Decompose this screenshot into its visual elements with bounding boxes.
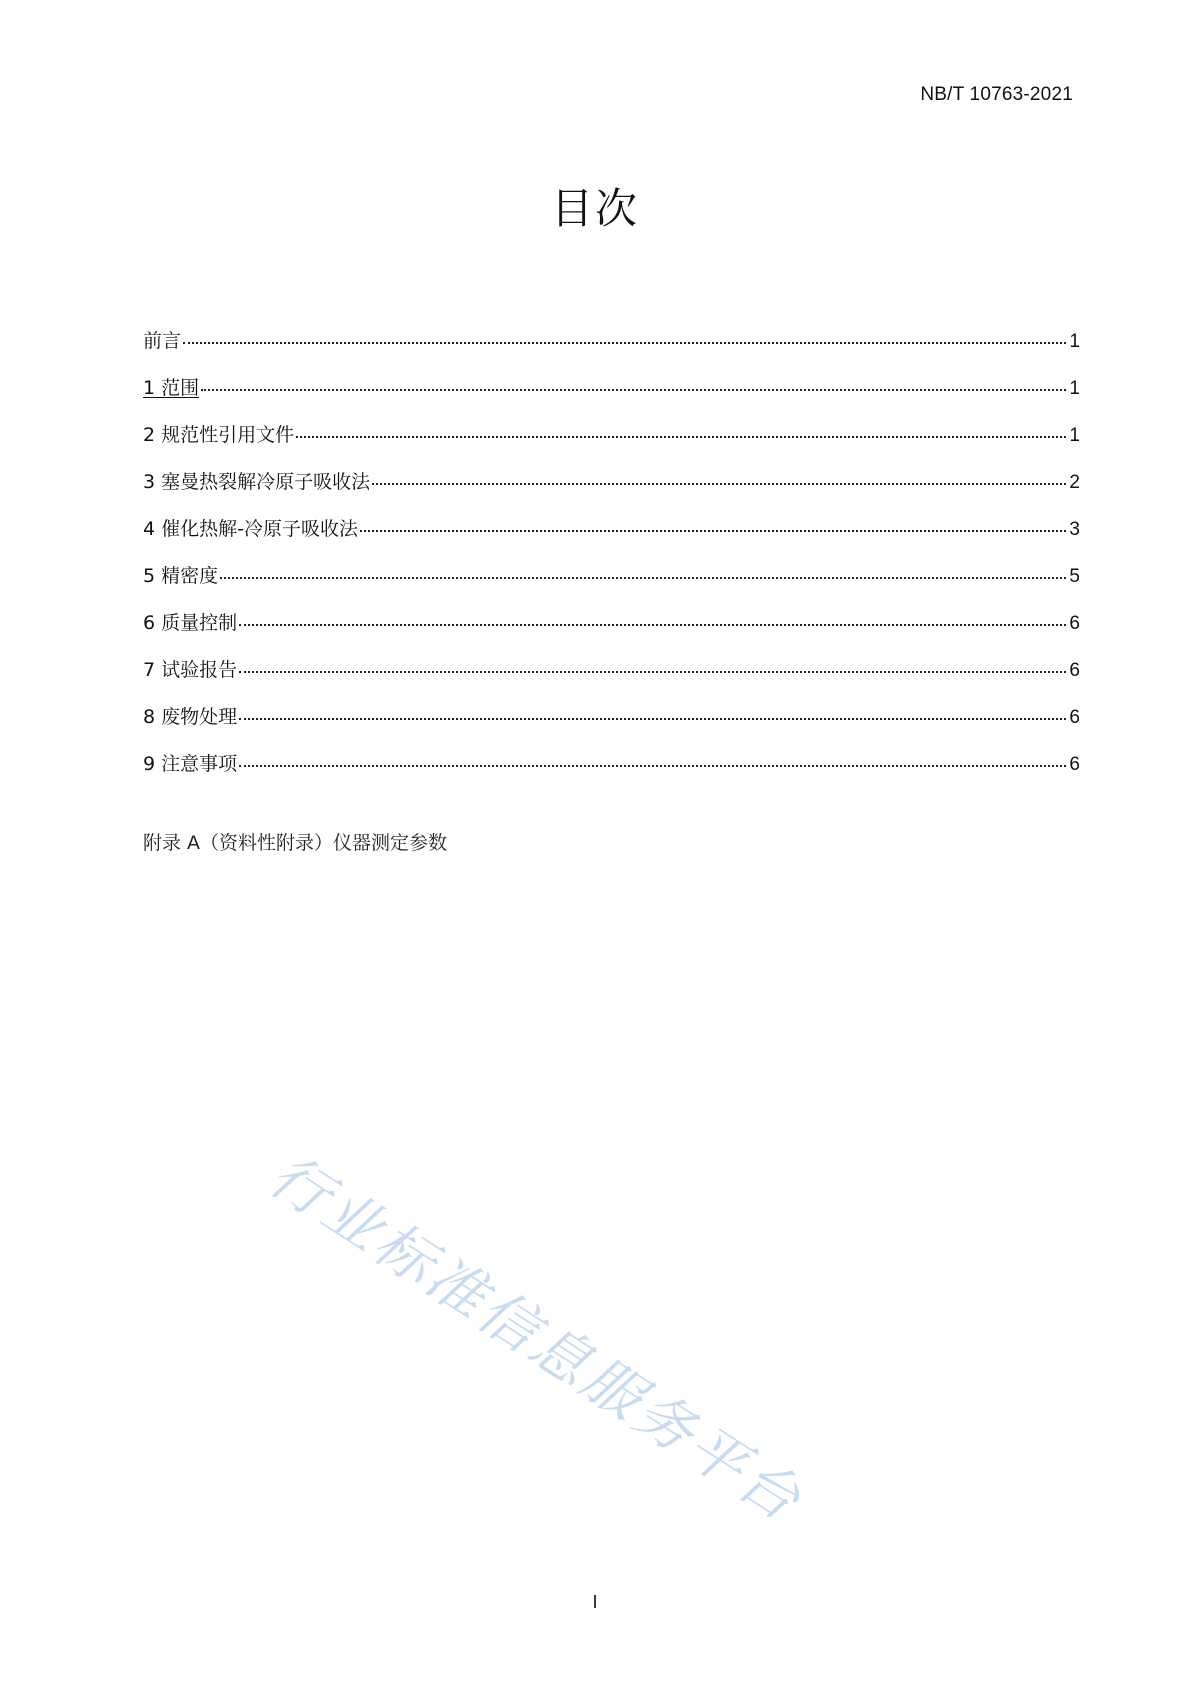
standard-code: NB/T 10763-2021: [920, 84, 1073, 105]
watermark: 行业标准信息服务平台: [257, 1140, 815, 1536]
toc-entry-label: 4 催化热解-冷原子吸收法: [143, 518, 358, 540]
toc-leader-dots: [201, 389, 1066, 391]
toc-entry-page: 2: [1069, 472, 1080, 493]
toc-leader-dots: [239, 671, 1066, 673]
toc-leader-dots: [296, 436, 1066, 438]
toc-entry-test-report[interactable]: [143, 655, 1080, 702]
toc-entry-label: 8 废物处理: [143, 706, 238, 728]
toc-entry-page: 1: [1069, 425, 1080, 446]
toc-entry-label: 2 规范性引用文件: [143, 424, 295, 446]
toc-entry-precautions[interactable]: [143, 749, 1080, 796]
toc-entry-label: 9 注意事项: [143, 753, 238, 775]
page-number: I: [592, 1592, 598, 1612]
appendix-entry[interactable]: 附录 A（资料性附录）仪器测定参数: [143, 832, 448, 854]
toc-entry-label: 前言: [143, 330, 182, 352]
toc-entry-quality-control[interactable]: [143, 608, 1080, 655]
toc-leader-dots: [239, 765, 1066, 767]
toc-entry-label: 7 试验报告: [143, 659, 238, 681]
toc-entry-label: 3 塞曼热裂解冷原子吸收法: [143, 471, 371, 493]
toc-entry-page: 3: [1069, 519, 1080, 540]
toc-entry-catalytic-method[interactable]: [143, 514, 1080, 561]
toc-entry-page: 6: [1069, 707, 1080, 728]
toc-entry-page: 1: [1069, 331, 1080, 352]
toc-entry-page: 6: [1069, 613, 1080, 634]
toc-entry-precision[interactable]: [143, 561, 1080, 608]
toc-entry-normative-references[interactable]: [143, 420, 1080, 467]
toc-entry-waste-disposal[interactable]: [143, 702, 1080, 749]
toc-entry-label: 6 质量控制: [143, 612, 238, 634]
toc-entry-page: 5: [1069, 566, 1080, 587]
page-title: 目次: [550, 184, 639, 233]
toc-entry-zeeman-method[interactable]: [143, 467, 1080, 514]
toc-leader-dots: [239, 718, 1066, 720]
toc-entry-label: 1 范围: [143, 377, 200, 399]
toc-entry-scope[interactable]: [143, 373, 1080, 420]
toc-entry-page: 1: [1069, 378, 1080, 399]
toc-leader-dots: [372, 483, 1066, 485]
toc-leader-dots: [239, 624, 1066, 626]
toc-leader-dots: [360, 530, 1066, 532]
toc-entry-page: 6: [1069, 660, 1080, 681]
toc-entry-label: 5 精密度: [143, 565, 219, 587]
toc-entry-page: 6: [1069, 754, 1080, 775]
table-of-contents: [143, 326, 1080, 796]
toc-leader-dots: [183, 342, 1066, 344]
toc-leader-dots: [220, 577, 1066, 579]
toc-entry-foreword[interactable]: [143, 326, 1080, 373]
